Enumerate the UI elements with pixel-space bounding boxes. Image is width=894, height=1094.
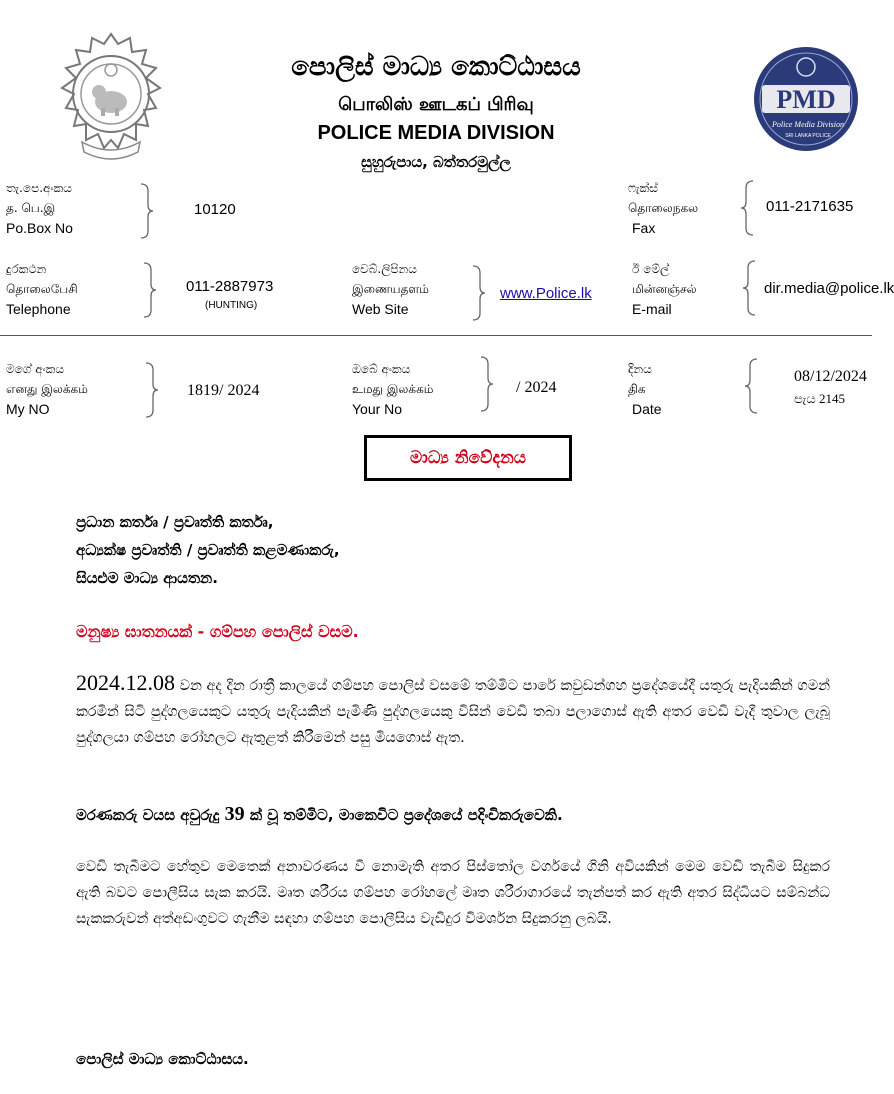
pobox-brace	[140, 183, 154, 239]
your-no-brace	[480, 356, 494, 412]
recipient-line-1: ප්‍රධාන කර්තෘ / ප්‍රවෘත්ති කර්තෘ,	[76, 513, 274, 531]
deceased-age: 39	[224, 803, 245, 825]
pmd-logo-text: PMD	[776, 85, 836, 114]
header-title-tamil: பொலிஸ் ஊடகப் பிரிவு	[338, 94, 534, 115]
media-notice-title	[364, 435, 572, 481]
pobox-value: 10120	[194, 201, 236, 218]
signoff: පොලිස් මාධ්‍ය කොට්ඨාසය.	[76, 1050, 249, 1068]
deceased-prefix: මරණකරු වයස අවුරුදු	[76, 806, 225, 824]
website-label: වෙබ්.ලිපිනය இணையதளம் Web Site	[352, 262, 429, 317]
pmd-logo-sub: SRI LANKA POLICE	[785, 133, 831, 139]
time-value: පැය 2145	[794, 391, 846, 406]
pmd-logo	[752, 45, 860, 153]
date-label: දිනය திக Date	[628, 362, 662, 417]
date-brace	[744, 358, 758, 414]
website-link[interactable]: www.Police.lk	[500, 285, 592, 302]
media-notice-title-text: මාධ්‍ය නිවේදනය	[410, 448, 526, 468]
email-brace	[742, 260, 756, 316]
telephone-brace	[143, 262, 157, 318]
email-label: ඊ මේල් மின்னஞ்சல் E-mail	[632, 262, 697, 317]
header-title-sinhala: පොලිස් මාධ්‍ය කොට්ඨාසය	[291, 52, 581, 82]
my-no-label: මගේ අංකය எனது இலக்கம் My NO	[6, 362, 88, 417]
paragraph-incident-text: වන අද දින රාත්‍රී කාලයේ ගම්පහ පොලිස් වසමේ තම්මිට පාරේ කවුඩන්ගහ ප්‍රදේශයේදී යතුරු පැදියකින් ගමන් කරමින් සිටි පුද්ගලයෙකුට යතුරු පැදියකින් පැමිණි පුද්ගලයෙකු විසින් වෙඩි තබා පලාගොස් ඇති අතර වෙඩි වැදී තුවාල ලැබූ පුද්ගලයා ගම්පහ රෝහලට ඇතුළත් කිරීමෙන් පසු මියගොස් ඇත.	[76, 678, 830, 746]
telephone-value: 011-2887973	[186, 278, 274, 295]
paragraph-incident	[76, 670, 830, 751]
my-no-brace	[145, 362, 159, 418]
header-title-english: POLICE MEDIA DIVISION	[317, 122, 555, 144]
telephone-hunting-note: (HUNTING)	[205, 300, 258, 311]
your-no-value: / 2024	[516, 379, 557, 396]
telephone-label: දුරකථන தொலைபேசி Telephone	[6, 262, 78, 317]
recipient-line-3: සියළුම මාධ්‍ය ආයතන.	[76, 569, 218, 587]
recipient-line-2: අධ්‍යක්ෂ ප්‍රවෘත්ති / ප්‍රවෘත්ති කළමණාකරු,	[76, 541, 340, 559]
incident-date: 2024.12.08	[76, 670, 175, 695]
subject-heading: මනුෂ්‍ය ඝාතනයක් - ගම්පහ පොලිස් වසම.	[76, 622, 359, 641]
your-no-label: ඔබේ අංකය உமது இலக்கம் Your No	[352, 362, 434, 417]
email-value: dir.media@police.lk	[764, 280, 894, 297]
fax-brace	[740, 180, 754, 236]
fax-value: 011-2171635	[766, 198, 854, 215]
deceased-info	[76, 803, 563, 826]
header-location: සුහුරුපාය, බත්තරමුල්ල	[361, 153, 511, 171]
website-brace	[472, 265, 486, 321]
deceased-suffix: ක් වූ තම්මිට, මාකෙවිට ප්‍රදේශයේ පදිංචිකරුවෙකි.	[244, 806, 563, 824]
my-no-value: 1819/ 2024	[187, 382, 260, 399]
paragraph-investigation: වෙඩි තැබීමට හේතුව මෙතෙක් අනාවරණය වී නොමැති අතර පිස්තෝල වර්ගයේ ගිනි අවියකින් මෙම වෙඩි තැබීම සිදුකර ඇති බවට පොලීසිය සැක කරයි. මෘත ශරීරය ගම්පහ රෝහලේ මෘත ශරීරාගාරයේ තැන්පත් කර ඇති අතර සිද්ධියට සම්බන්ධ සැකකරුවන් අත්අඩංගුවට ගැනීම සඳහා ගම්පහ පොලීසිය වැඩිදුර විමර්ශන සිදුකරනු ලබයි.	[76, 859, 830, 927]
pobox-label: තැ.පෙ.අංකය த. பெ.இ Po.Box No	[6, 181, 73, 236]
pmd-logo-caption: Police Media Division	[772, 120, 844, 129]
header-divider	[0, 335, 872, 336]
fax-label: ෆැක්ස් தொலைநகல Fax	[628, 181, 699, 236]
date-value: 08/12/2024	[794, 368, 867, 385]
